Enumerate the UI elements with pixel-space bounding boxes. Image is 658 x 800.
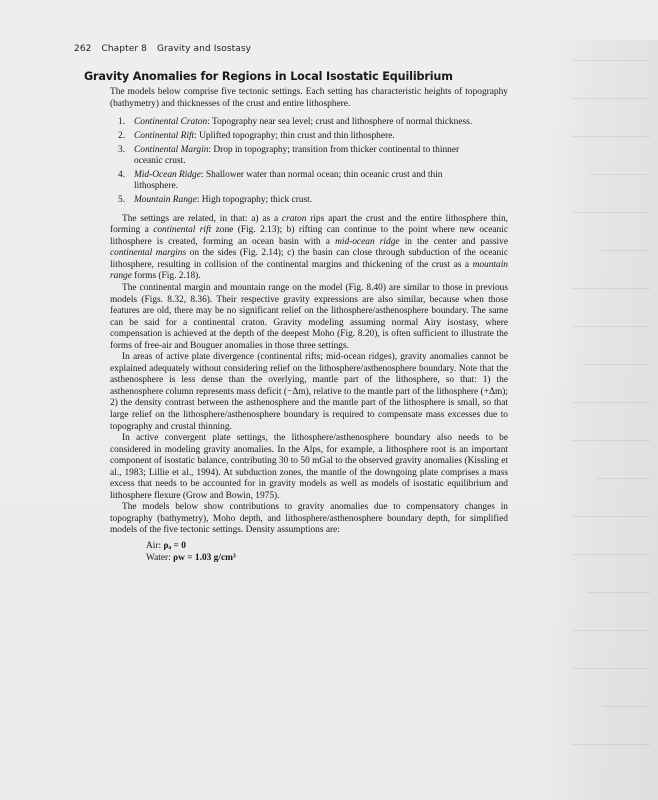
- density-assumptions: [146, 540, 508, 565]
- density-label: Air:: [146, 540, 164, 551]
- chapter-number: Chapter 8: [101, 44, 147, 54]
- page-number: 262: [74, 44, 92, 54]
- density-air: [146, 540, 508, 553]
- density-label: Water:: [146, 553, 174, 564]
- density-water: [146, 552, 508, 565]
- list-item: [118, 130, 480, 143]
- tectonic-settings-list: [110, 117, 508, 207]
- list-item: [118, 144, 480, 168]
- paragraph-continental-margin: The continental margin and mountain range on the model (Fig. 8.40) are similar to those in previous models (Figs. 8.32, 8.36). Their respective gravity expressions are also similar, because when those features are old, there may be no significant relief on the lithosphere/asthenosphere boundary. The same can be said for a continental craton. Gravity modeling assuming normal Airy isostasy, where compensation is achieved at the depth of the deepest Moho (Fig. 8.20), is often sufficient to illustrate the forms of free-air and Bouguer anomalies in those three settings.: [110, 282, 508, 351]
- list-item: [118, 169, 480, 193]
- list-number: 3.: [118, 144, 126, 155]
- chapter-title: Gravity and Isostasy: [156, 44, 252, 54]
- bleed-through-shadow: [546, 40, 658, 800]
- term-mountain-range: mountain range: [110, 259, 508, 282]
- term-mid-ocean-ridge: mid-ocean ridge: [335, 236, 400, 247]
- setting-description: : Topography near sea level; crust and lithosphere of normal thickness.: [207, 117, 473, 128]
- text-run: The settings are related, in that: a) as a: [122, 213, 282, 224]
- running-header: [74, 44, 261, 54]
- section-title: Gravity Anomalies for Regions in Local Isostatic Equilibrium: [84, 70, 453, 83]
- setting-description: : Uplifted topography; thin crust and thin lithosphere.: [194, 130, 395, 141]
- setting-name: Continental Craton: [134, 117, 208, 128]
- setting-name: Mid-Ocean Ridge: [134, 169, 201, 180]
- setting-name: Continental Rift: [134, 130, 195, 141]
- text-run: zone (Fig. 2.13); b) rifting can continue to the point where new oceanic lithosphere is created, forming an ocean basin with a: [110, 225, 508, 247]
- paragraph-settings-related: [110, 214, 508, 283]
- term-continental-margins: continental margins: [110, 248, 187, 259]
- list-number: 4.: [118, 169, 126, 180]
- setting-name: Continental Margin: [134, 144, 209, 155]
- list-number: 2.: [118, 130, 126, 141]
- paragraph-convergent-settings: In active convergent plate settings, the lithosphere/asthenosphere boundary also needs to be considered in modeling gravity anomalies. In the Alps, for example, a lithosphere root is an important component of isostatic balance, contributing 30 to 50 mGal to the observed gravity anomalies (Kissling et al., 1983; Lillie et al., 1994). At subduction zones, the mantle of the downgoing plate comprises a mass excess that needs to be accounted for in gravity models as well as models of isostatic equilibrium and lithosphere flexure (Grow and Bowin, 1975).: [110, 433, 508, 501]
- list-item: [118, 117, 480, 129]
- paragraph-models-below: The models below show contributions to gravity anomalies due to compensatory changes in topography (bathymetry), Moho depth, and lithosphere/asthenosphere boundary depth, for simplified models of the five tectonic settings. Density assumptions are:: [110, 502, 508, 536]
- density-value: ρw = 1.03 g/cm³: [173, 553, 236, 564]
- setting-description: : Drop in topography; transition from thicker continental to thinner oceanic crust.: [134, 144, 460, 167]
- text-run: in the center and passive: [399, 236, 509, 247]
- density-value: ρₐ = 0: [163, 540, 186, 551]
- body-text: [110, 87, 508, 565]
- intro-paragraph: The models below comprise five tectonic settings. Each setting has characteristic heights of topography (bathymetry) and thicknesses of the crust and entire lithosphere.: [110, 87, 508, 109]
- setting-name: Mountain Range: [134, 195, 197, 206]
- setting-description: : High topography; thick crust.: [196, 195, 313, 206]
- paragraph-plate-divergence: In areas of active plate divergence (continental rifts; mid-ocean ridges), gravity anomalies cannot be explained adequately without considering relief on the lithosphere/asthenosphere boundary. Note that the asthenosphere is less dense than the overlying, mantle part of the lithosphere, so that: 1) the asthenosphere column represents mass deficit (−Δm), relative to the mantle part of the lithosphere (+Δm); 2) the density contrast between the asthenosphere and the mantle part of the lithosphere is small, so that large relief on the lithosphere/asthenosphere boundary is required to compensate mass excesses due to topography and crustal thinning.: [110, 352, 508, 432]
- text-run: forms (Fig. 2.18).: [131, 271, 201, 282]
- list-number: 1.: [118, 117, 126, 128]
- text-run: on the sides (Fig. 2.14); c) the basin can close through subduction of the oceanic lithosphere, resulting in collision of the continental margins and thickening of the crust as a: [110, 248, 508, 270]
- setting-description: : Shallower water than normal ocean; thin oceanic crust and thin lithosphere.: [134, 169, 443, 192]
- term-continental-rift: continental rift: [153, 225, 212, 236]
- text-run: rips apart the crust and the entire lithosphere thin, forming a: [110, 213, 508, 236]
- term-craton: craton: [281, 213, 307, 224]
- list-item: [118, 195, 480, 207]
- list-number: 5.: [118, 195, 126, 206]
